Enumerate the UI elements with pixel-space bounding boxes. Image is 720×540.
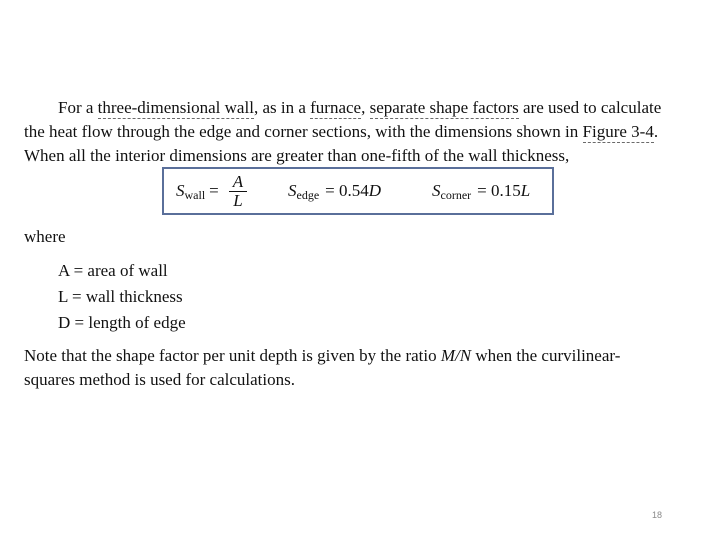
text-segment: ,	[361, 98, 370, 117]
text-segment: For a	[58, 98, 98, 117]
formula-box	[162, 167, 554, 215]
text-segment: , as in a	[253, 98, 311, 117]
subscript-edge: edge	[296, 187, 320, 202]
intro-paragraph	[24, 96, 704, 168]
page-number: 18	[652, 510, 663, 520]
corner-coefficient: = 0.15	[477, 181, 521, 200]
intro-line-1	[24, 96, 704, 120]
intro-line-2	[24, 120, 704, 144]
symbol-s: S	[432, 181, 441, 200]
numerator-a: A	[229, 173, 247, 192]
definition-area: A = area of wall	[58, 261, 168, 280]
formula-corner	[432, 169, 530, 213]
symbol-s: S	[288, 181, 297, 200]
formula-wall	[176, 169, 247, 213]
text-segment: .	[653, 122, 659, 141]
intro-line-3: When all the interior dimensions are greater than one-fifth of the wall thickness,	[24, 146, 570, 165]
denominator-l: L	[233, 190, 243, 210]
subscript-wall: wall	[184, 187, 206, 202]
symbol-s: S	[176, 181, 185, 200]
fraction-a-over-l	[229, 173, 247, 210]
text-segment: when the curvilinear-	[471, 346, 621, 365]
ratio-m-n: M/N	[440, 346, 472, 365]
variable-d: D	[368, 181, 382, 200]
edge-coefficient: = 0.54	[325, 181, 369, 200]
definition-thickness: L = wall thickness	[58, 287, 183, 306]
text-segment: the heat flow through the edge and corner sections, with the dimensions shown in	[24, 122, 583, 141]
formula-edge	[288, 169, 381, 213]
note-line-1	[24, 344, 620, 368]
note-line-2: squares method is used for calculations.	[24, 370, 295, 389]
link-furnace[interactable]: furnace	[310, 98, 362, 117]
definition-edge-length: D = length of edge	[58, 313, 186, 332]
note-paragraph	[24, 344, 620, 392]
equals-sign: =	[209, 181, 219, 200]
text-segment: are used to calculate	[518, 98, 662, 117]
link-figure-3-4[interactable]: Figure 3-4	[582, 122, 654, 141]
link-three-dimensional-wall[interactable]: three-dimensional wall	[97, 98, 254, 117]
link-separate-shape-factors[interactable]: separate shape factors	[369, 98, 519, 117]
text-segment: Note that the shape factor per unit depth is given by the ratio	[24, 346, 441, 365]
subscript-corner: corner	[440, 187, 472, 202]
where-label: where	[24, 227, 66, 246]
variable-l: L	[520, 181, 531, 200]
definitions-list	[58, 258, 186, 336]
